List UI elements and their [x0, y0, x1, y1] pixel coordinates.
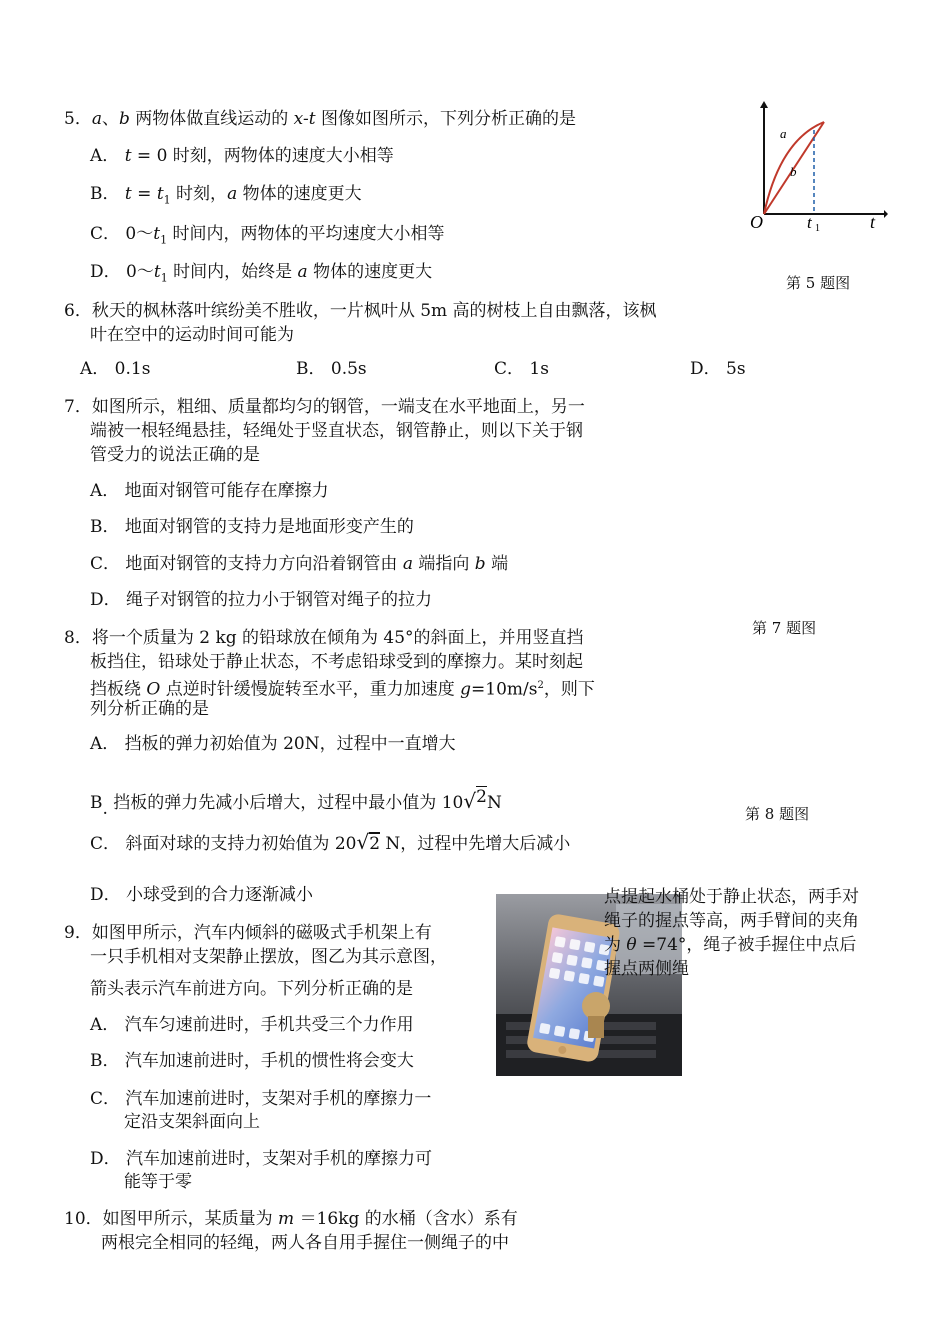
q5-var-a: a: [91, 109, 102, 129]
q5-c-sub: 1: [160, 233, 168, 247]
q8-option-a: A． 挡板的弹力初始值为 20N，过程中一直增大: [90, 734, 456, 754]
q6-option-c: C． 1s: [494, 359, 549, 379]
q8-l3-val: =10m/s: [471, 679, 538, 700]
q8-c-pre: C． 斜面对球的支持力初始值为 20: [90, 834, 357, 854]
q10-l1-m: m: [278, 1209, 295, 1229]
q8-option-d: D． 小球受到的合力逐渐减小: [90, 885, 314, 905]
q8-l3-end: ，则下: [543, 679, 595, 700]
q5-d-t: t: [153, 262, 161, 282]
q7-c-b: b: [474, 554, 486, 574]
q8-caption: 第 8 题图: [745, 805, 810, 823]
q5-option-a: [90, 145, 394, 167]
q8-option-b: [90, 787, 502, 819]
q8-line4: 列分析正确的是: [90, 699, 209, 719]
q8-c-root: 2: [369, 834, 381, 854]
q6-line2: 叶在空中的运动时间可能为: [90, 325, 294, 345]
q7-option-b: B． 地面对钢管的支持力是地面形变产生的: [90, 517, 414, 537]
q7-c-a: a: [402, 554, 413, 574]
q10-l1-end: ＝16kg 的水桶（含水）系有: [294, 1209, 518, 1229]
q8-l3-o: O: [146, 679, 161, 700]
q6-option-d: D． 5s: [690, 359, 746, 379]
q10-r3-pre: 为: [604, 935, 627, 955]
q8-b-root: 2: [476, 787, 487, 807]
q5-c-t: t: [153, 224, 161, 244]
q5-b-var: t: [124, 184, 132, 204]
q9-option-d2: 能等于零: [124, 1172, 192, 1192]
q7-option-c: [90, 553, 508, 575]
q5-a-text: = 0 时刻，两物体的速度大小相等: [131, 146, 394, 166]
q8-b-dot: .: [102, 799, 108, 819]
q7-line2: 端被一根轻绳悬挂，轻绳处于竖直状态，钢管静止，则以下关于钢: [90, 421, 583, 441]
q7-c-pre: C． 地面对钢管的支持力方向沿着钢管由: [90, 554, 403, 574]
t1-label: t: [807, 213, 812, 232]
q5-xt: x-t: [293, 109, 316, 129]
q6-option-b: B． 0.5s: [296, 359, 367, 379]
q10-line1: [64, 1208, 518, 1230]
sqrt-icon: √2: [356, 830, 381, 854]
q9-option-b: B． 汽车加速前进时，手机的惯性将会变大: [90, 1051, 414, 1071]
q7-option-d: D． 绳子对钢管的拉力小于钢管对绳子的拉力: [90, 590, 433, 610]
q9-line1: 9．如图甲所示，汽车内倾斜的磁吸式手机架上有: [64, 923, 432, 943]
q8-b-unit: N: [486, 793, 502, 813]
t1-sub-label: 1: [815, 223, 820, 232]
q8-option-c: [90, 831, 570, 855]
q10-right-line2: 绳子的握点等高，两手臂间的夹角: [604, 911, 859, 931]
q5-c-pre: 0～: [125, 224, 154, 244]
q5-b-mid: 时刻，: [170, 184, 228, 204]
q8-l3-g: g: [460, 679, 472, 700]
q5-b-sub: 1: [163, 193, 171, 207]
q5-b-end: 物体的速度更大: [237, 184, 362, 204]
q8-l3-mid: 点逆时针缓慢旋转至水平，重力加速度: [160, 679, 461, 700]
q5-b-t1: t: [156, 184, 164, 204]
q5-b-eq: =: [131, 184, 157, 204]
q5-option-c: [90, 223, 445, 251]
x-axis-arrow-icon: [884, 210, 888, 218]
q8-b-text: 挡板的弹力先减小后增大，过程中最小值为 10: [107, 793, 464, 813]
q8-l3-pre: 挡板绕: [90, 679, 147, 700]
q7-line3: 管受力的说法正确的是: [90, 445, 260, 465]
q10-r3-theta: θ: [626, 935, 637, 955]
origin-label: O: [750, 212, 763, 232]
q5-number: 5．: [64, 109, 92, 129]
q5-stem-mid: 两物体做直线运动的: [129, 109, 294, 129]
q5-sep: 、: [101, 109, 119, 129]
q9-option-c1: C． 汽车加速前进时，支架对手机的摩擦力一: [90, 1089, 432, 1109]
q9-option-a: A． 汽车匀速前进时，手机共受三个力作用: [90, 1015, 414, 1035]
q8-b-label: B: [90, 793, 103, 813]
q8-line2: 板挡住，铅球处于静止状态，不考虑铅球受到的摩擦力。某时刻起: [90, 652, 583, 672]
q5-option-b: [90, 183, 362, 211]
q8-c-end: N，过程中先增大后减小: [380, 834, 571, 854]
q6-line1: 6．秋天的枫林落叶缤纷美不胜收，一片枫叶从 5m 高的树枝上自由飘落，该枫: [64, 301, 657, 321]
q5-stem: [64, 108, 576, 130]
q5-var-b: b: [118, 109, 130, 129]
q5-c-text: 时间内，两物体的平均速度大小相等: [167, 224, 445, 244]
q5-a-var: t: [124, 146, 132, 166]
q7-option-a: A． 地面对钢管可能存在摩擦力: [90, 481, 329, 501]
q10-right-line4: 握点两侧绳: [604, 959, 689, 979]
q7-caption: 第 7 题图: [752, 619, 817, 637]
q5-a-label: A．: [90, 146, 120, 166]
q10-r3-end: =74°，绳子被手握住中点后: [636, 935, 857, 955]
q9-line2: 一只手机相对支架静止摆放，图乙为其示意图，: [90, 947, 447, 967]
q5-b-label: B．: [90, 184, 120, 204]
q7-c-end: 端: [485, 554, 509, 574]
q5-c-label: C．: [90, 224, 121, 244]
q7-c-mid: 端指向: [412, 554, 475, 574]
q5-d-end: 物体的速度更大: [307, 262, 433, 282]
q10-right-line3: [604, 934, 856, 956]
q5-xt-graph: [748, 100, 888, 232]
q5-d-label: D．: [90, 262, 121, 282]
q5-d-pre: 0～: [126, 262, 154, 282]
q8-l3-sup: 2: [537, 680, 544, 691]
label-b: b: [790, 164, 797, 179]
q5-stem-end: 图像如图所示，下列分析正确的是: [315, 109, 576, 129]
q9-option-d1: D． 汽车加速前进时，支架对手机的摩擦力可: [90, 1149, 433, 1169]
q8-line1: 8．将一个质量为 2 kg 的铅球放在倾角为 45°的斜面上，并用竖直挡: [64, 628, 584, 648]
q7-line1: 7．如图所示，粗细、质量都均匀的钢管，一端支在水平地面上，另一: [64, 397, 585, 417]
q10-right-line1: 点提起水桶处于静止状态，两手对: [604, 887, 859, 907]
q9-line3: 箭头表示汽车前进方向。下列分析正确的是: [90, 979, 413, 999]
q5-d-sub: 1: [160, 271, 168, 285]
q9-option-c2: 定沿支架斜面向上: [124, 1112, 260, 1132]
q10-line2: 两根完全相同的轻绳，两人各自用手握住一侧绳子的中: [101, 1233, 509, 1253]
q5-d-mid: 时间内，始终是: [167, 262, 298, 282]
q5-option-d: [90, 261, 432, 289]
q8-line3: [90, 675, 595, 701]
q10-l1-pre: 10．如图甲所示，某质量为: [64, 1209, 279, 1229]
sqrt-icon: √2: [463, 787, 487, 813]
q6-option-a: A． 0.1s: [80, 359, 151, 379]
t-axis-label: t: [870, 212, 876, 232]
label-a: a: [780, 126, 787, 141]
q5-caption: 第 5 题图: [786, 274, 851, 292]
y-axis-arrow-icon: [760, 101, 768, 108]
q5-b-a: a: [227, 184, 238, 204]
q5-d-a: a: [297, 262, 308, 282]
